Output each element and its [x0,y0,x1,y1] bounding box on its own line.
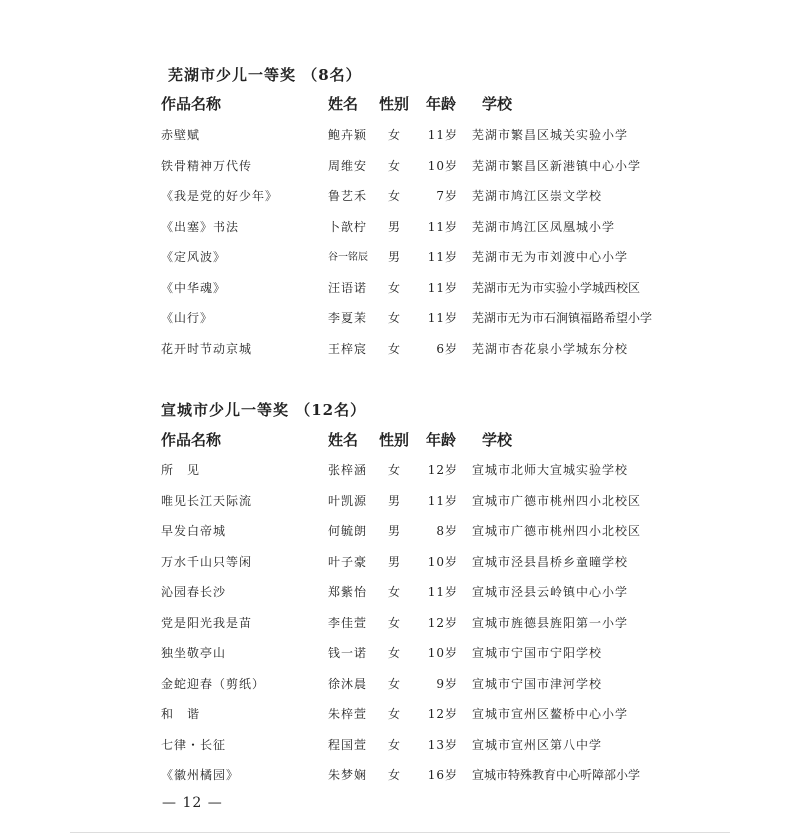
table-row [0,187,800,207]
table-row [0,340,800,360]
school-name: 宣城市泾县昌桥乡童曈学校 [472,555,629,569]
student-name: 何毓朗 [328,524,368,538]
student-name: 鲍卉颖 [328,128,368,142]
work-title: 和 谐 [161,707,201,721]
work-title: 独坐敬亭山 [161,646,227,660]
table-row [0,492,800,512]
school-name: 宣城市特殊教育中心听障部小学 [472,768,641,782]
student-gender: 女 [388,768,402,782]
student-age: 10岁 [427,159,458,173]
student-age: 13岁 [427,738,458,752]
school-name: 芜湖市鸠江区崇文学校 [472,189,603,203]
page-bottom-divider [70,832,730,833]
student-gender: 女 [388,585,402,599]
header-name: 姓名 [328,431,359,449]
student-age: 7岁 [436,189,458,203]
student-name: 张梓涵 [328,463,368,477]
work-title: 早发白帝城 [161,524,227,538]
student-name: 谷一铭辰 [328,252,368,263]
student-age: 11岁 [427,494,458,508]
table-row [0,461,800,481]
student-name: 叶子豪 [328,555,368,569]
work-title: 《徽州橘园》 [161,768,240,782]
student-age: 12岁 [427,616,458,630]
student-gender: 女 [388,311,402,325]
table-row [0,218,800,238]
student-age: 11岁 [427,311,458,325]
work-title: 万水千山只等闲 [161,555,253,569]
student-gender: 女 [388,646,402,660]
header-age: 年龄 [426,431,457,449]
student-name: 程国萱 [328,738,368,752]
student-name: 李夏茉 [328,311,368,325]
header-gender: 性别 [379,95,410,113]
work-title: 所 见 [161,463,201,477]
student-name: 周维安 [328,159,368,173]
work-title: 花开时节动京城 [161,342,253,356]
student-gender: 男 [388,555,402,569]
student-gender: 女 [388,738,402,752]
work-title: 唯见长江天际流 [161,494,253,508]
student-name: 徐沐晨 [328,677,368,691]
table-header-xuancheng [0,429,800,451]
school-name: 宣城市宣州区鳌桥中心小学 [472,707,629,721]
student-gender: 女 [388,189,402,203]
work-title: 七律・长征 [161,738,227,752]
student-age: 10岁 [427,555,458,569]
header-gender: 性别 [379,431,410,449]
student-name: 朱梓萱 [328,707,368,721]
table-row [0,309,800,329]
school-name: 宣城市宣州区第八中学 [472,738,603,752]
header-school: 学校 [482,431,513,449]
student-age: 11岁 [427,250,458,264]
header-work: 作品名称 [161,95,222,113]
work-title: 《定风波》 [161,250,227,264]
student-name: 卜歆柠 [328,220,368,234]
student-name: 叶凯源 [328,494,368,508]
page-number: — 12 — [162,795,223,811]
student-age: 9岁 [436,677,458,691]
student-gender: 女 [388,707,402,721]
student-age: 12岁 [427,463,458,477]
table-row [0,736,800,756]
student-gender: 女 [388,463,402,477]
student-age: 11岁 [427,585,458,599]
school-name: 芜湖市鸠江区凤凰城小学 [472,220,616,234]
student-gender: 女 [388,128,402,142]
work-title: 《山行》 [161,311,214,325]
table-row [0,248,800,268]
student-name: 汪语诺 [328,281,368,295]
section-title-xuancheng: 宣城市少儿一等奖 （12名） [161,401,367,419]
table-row [0,766,800,786]
student-name: 鲁艺禾 [328,189,368,203]
school-name: 芜湖市无为市实验小学城西校区 [472,281,641,295]
school-name: 宣城市广德市桃州四小北校区 [472,494,642,508]
school-name: 芜湖市无为市刘渡中心小学 [472,250,629,264]
student-gender: 男 [388,220,402,234]
school-name: 芜湖市无为市石涧镇福路希望小学 [472,311,653,325]
student-gender: 男 [388,250,402,264]
student-age: 6岁 [436,342,458,356]
table-row [0,675,800,695]
student-name: 李佳萱 [328,616,368,630]
student-age: 11岁 [427,220,458,234]
school-name: 宣城市旌德县旌阳第一小学 [472,616,629,630]
table-row [0,553,800,573]
student-gender: 女 [388,677,402,691]
student-age: 16岁 [427,768,458,782]
student-gender: 女 [388,616,402,630]
work-title: 沁园春长沙 [161,585,227,599]
student-age: 8岁 [436,524,458,538]
student-name: 朱梦娴 [328,768,368,782]
work-title: 金蛇迎春（剪纸） [161,677,266,691]
header-name: 姓名 [328,95,359,113]
student-gender: 男 [388,524,402,538]
work-title: 《我是党的好少年》 [161,189,279,203]
student-gender: 女 [388,281,402,295]
work-title: 《出塞》书法 [161,220,240,234]
header-work: 作品名称 [161,431,222,449]
header-age: 年龄 [426,95,457,113]
table-row [0,279,800,299]
work-title: 党是阳光我是苗 [161,616,253,630]
work-title: 《中华魂》 [161,281,227,295]
work-title: 铁骨精神万代传 [161,159,253,173]
table-row [0,126,800,146]
table-row [0,522,800,542]
student-age: 12岁 [427,707,458,721]
student-gender: 女 [388,342,402,356]
table-row [0,644,800,664]
table-header-wuhu [0,93,800,115]
student-age: 11岁 [427,128,458,142]
table-row [0,583,800,603]
school-name: 芜湖市繁昌区新港镇中心小学 [472,159,642,173]
student-name: 王梓宸 [328,342,368,356]
table-row [0,614,800,634]
table-row [0,705,800,725]
student-name: 钱一诺 [328,646,368,660]
student-gender: 女 [388,159,402,173]
school-name: 宣城市宁国市津河学校 [472,677,603,691]
student-name: 郑紫怡 [328,585,368,599]
student-gender: 男 [388,494,402,508]
table-row [0,157,800,177]
student-age: 10岁 [427,646,458,660]
school-name: 宣城市宁国市宁阳学校 [472,646,603,660]
school-name: 芜湖市杏花泉小学城东分校 [472,342,629,356]
school-name: 宣城市广德市桃州四小北校区 [472,524,642,538]
section-title-wuhu: 芜湖市少儿一等奖 （8名） [168,66,362,84]
school-name: 宣城市北师大宣城实验学校 [472,463,629,477]
student-age: 11岁 [427,281,458,295]
school-name: 芜湖市繁昌区城关实验小学 [472,128,629,142]
header-school: 学校 [482,95,513,113]
school-name: 宣城市泾县云岭镇中心小学 [472,585,629,599]
work-title: 赤壁赋 [161,128,201,142]
